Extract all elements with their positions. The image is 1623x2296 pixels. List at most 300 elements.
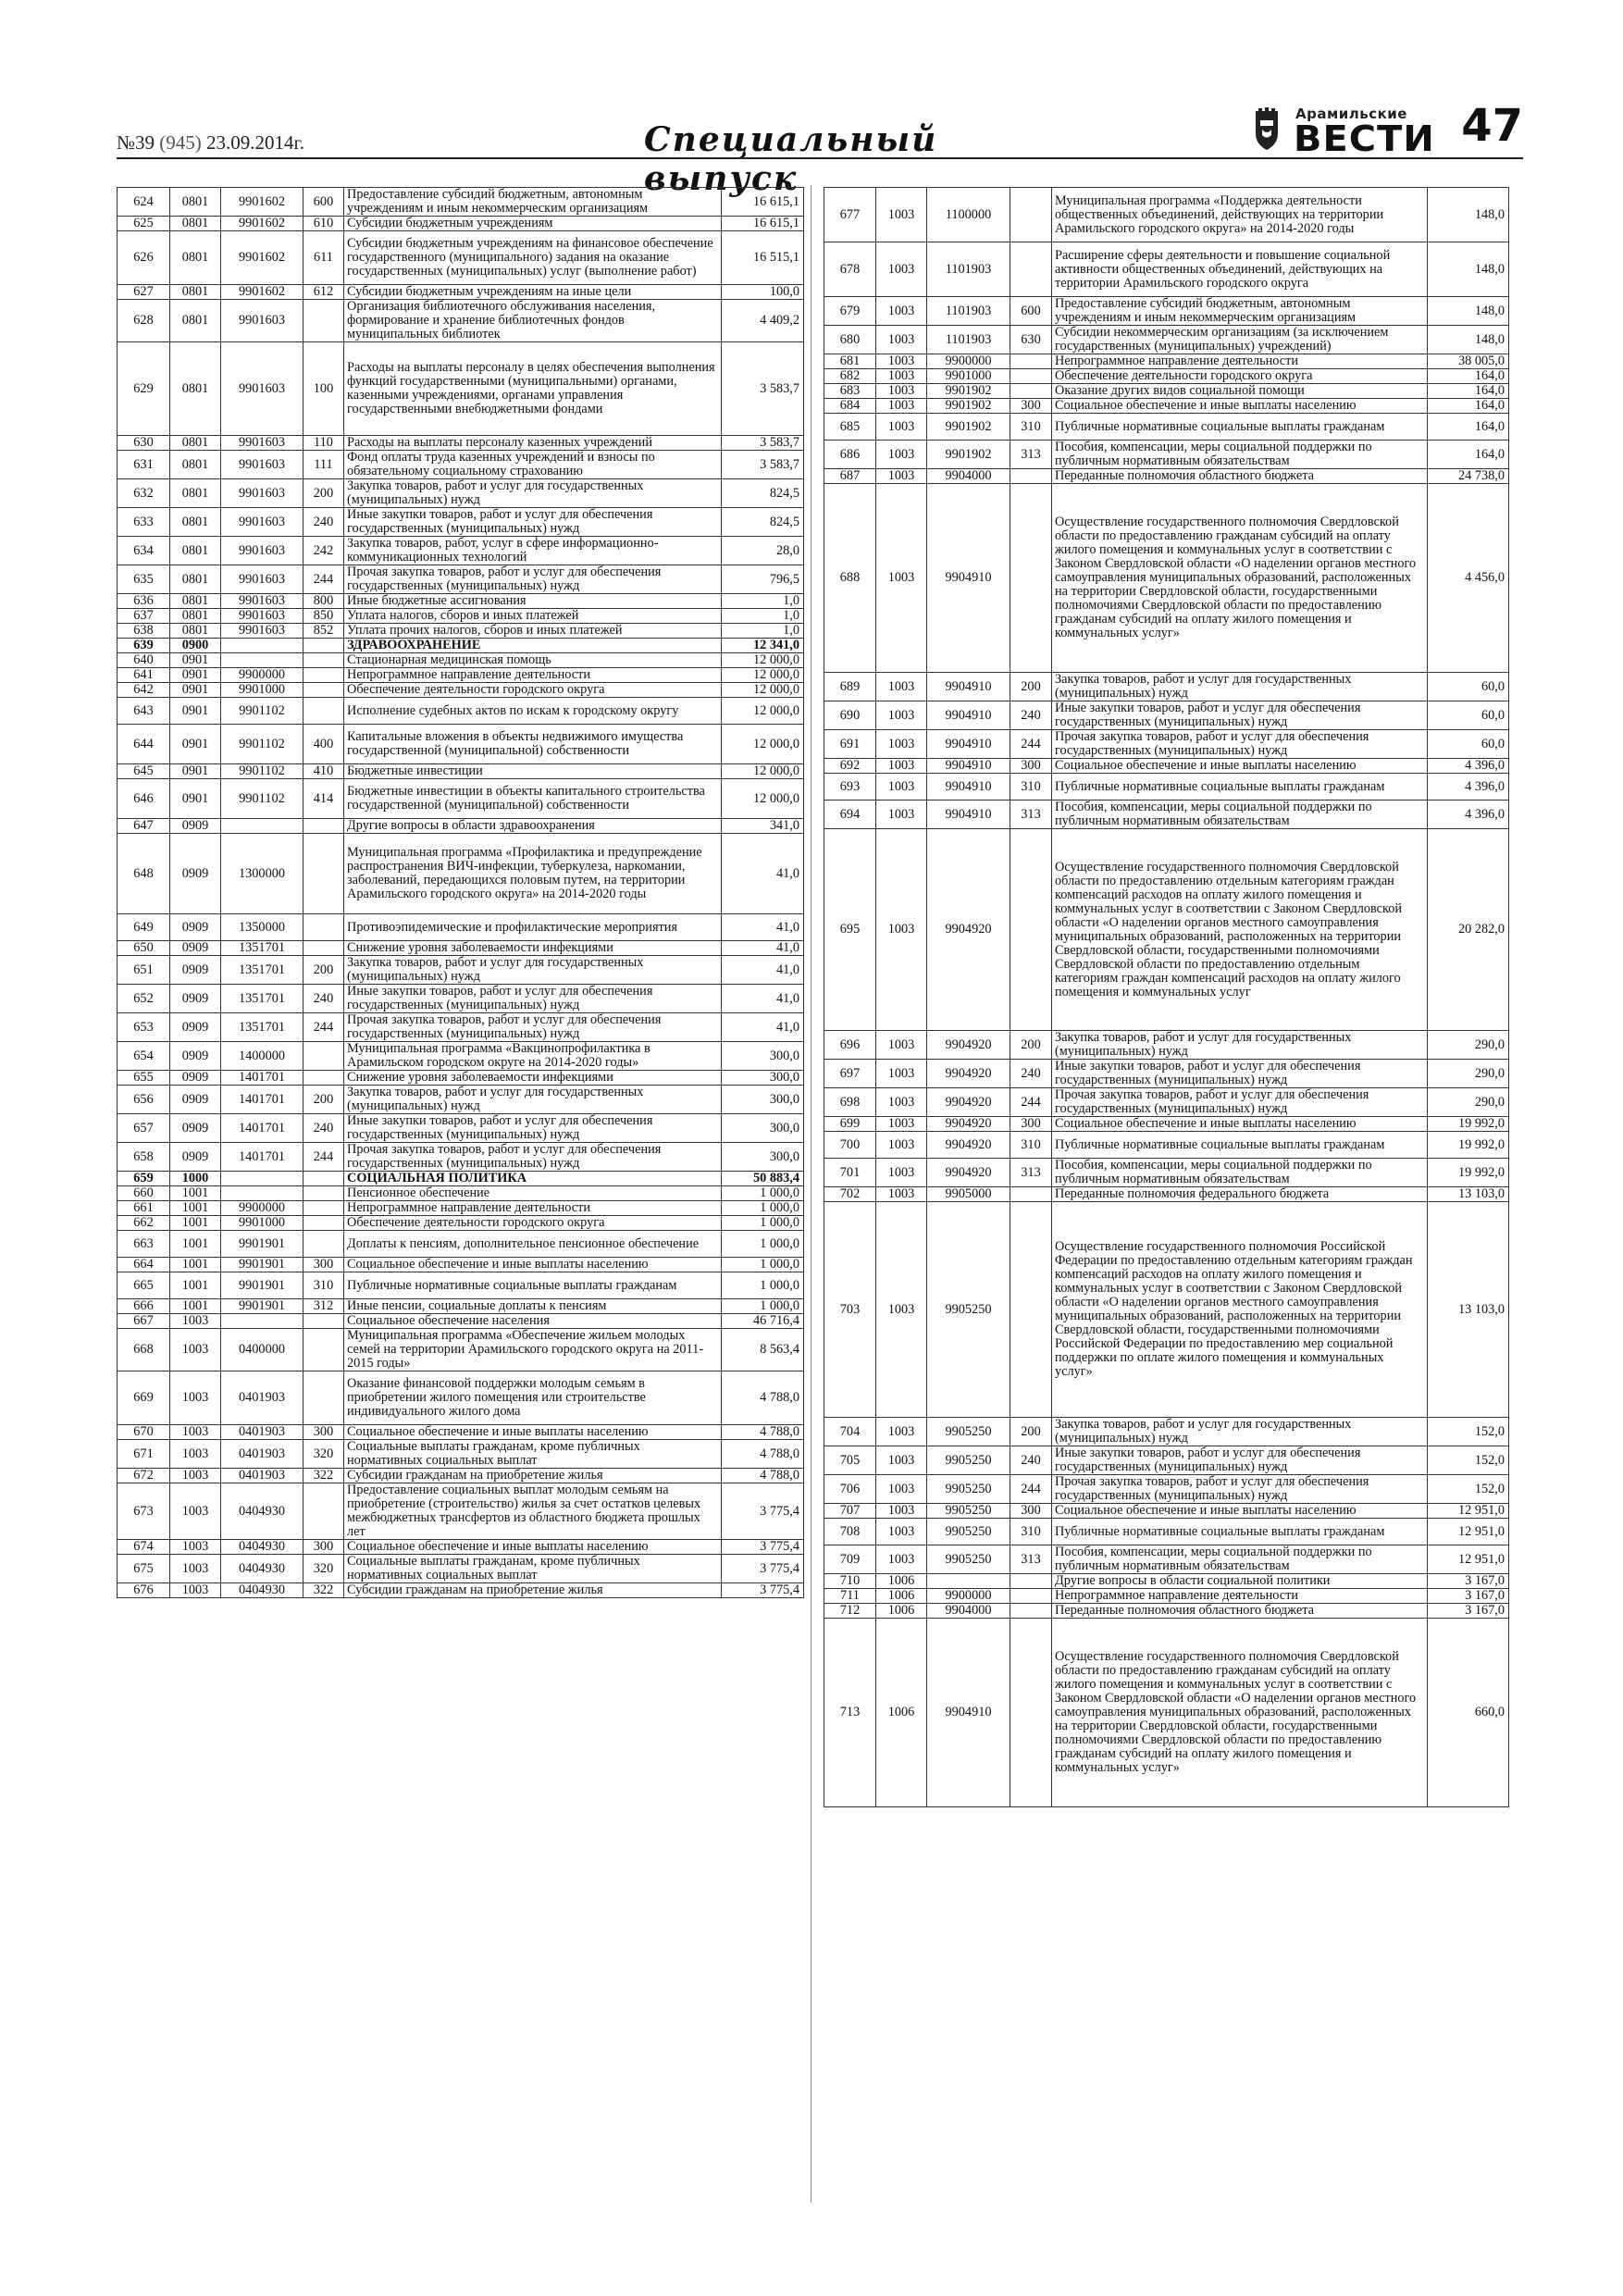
row-number: 659 — [118, 1172, 170, 1186]
table-row — [824, 730, 1509, 759]
expense-type-code — [1010, 1202, 1052, 1418]
expense-type-code — [304, 653, 344, 668]
row-number: 652 — [118, 985, 170, 1013]
table-row — [118, 1086, 804, 1114]
table-row — [824, 1132, 1509, 1159]
amount: 148,0 — [1428, 326, 1509, 354]
target-article-code: 9904920 — [927, 1088, 1010, 1117]
target-article-code: 9904910 — [927, 730, 1010, 759]
table-row — [824, 1589, 1509, 1604]
expense-type-code: 414 — [304, 779, 344, 819]
table-row — [118, 1425, 804, 1440]
table-row — [824, 774, 1509, 800]
section-code: 1003 — [876, 1060, 927, 1088]
expense-type-code: 310 — [304, 1272, 344, 1299]
table-row — [824, 829, 1509, 1031]
target-article-code: 9900000 — [221, 668, 304, 683]
row-number: 686 — [824, 441, 876, 469]
expense-description: Снижение уровня заболеваемости инфекциями — [344, 1071, 722, 1086]
table-row — [824, 484, 1509, 673]
expense-type-code: 612 — [304, 285, 344, 300]
target-article-code: 9901603 — [221, 342, 304, 436]
section-code: 1003 — [876, 774, 927, 800]
target-article-code: 9901603 — [221, 609, 304, 624]
amount: 4 409,2 — [722, 300, 804, 342]
expense-type-code: 200 — [1010, 673, 1052, 701]
section-code: 1001 — [170, 1216, 221, 1231]
table-row — [118, 1114, 804, 1143]
expense-type-code: 200 — [304, 956, 344, 985]
expense-description: Муниципальная программа «Поддержка деятельности общественных объединений, действующих на территории Арамильского городского округа» на 2014-2020 годы — [1052, 188, 1428, 242]
row-number: 702 — [824, 1187, 876, 1202]
row-number: 679 — [824, 297, 876, 326]
row-number: 653 — [118, 1013, 170, 1042]
row-number: 654 — [118, 1042, 170, 1071]
section-code: 0909 — [170, 985, 221, 1013]
expense-type-code — [304, 300, 344, 342]
row-number: 633 — [118, 508, 170, 537]
expense-type-code — [1010, 829, 1052, 1031]
table-row — [824, 242, 1509, 297]
target-article-code — [221, 819, 304, 834]
expense-type-code: 630 — [1010, 326, 1052, 354]
budget-table-left — [117, 187, 804, 1598]
target-article-code: 0404930 — [221, 1540, 304, 1555]
amount: 164,0 — [1428, 441, 1509, 469]
logo-title: ВЕСТИ — [1294, 118, 1435, 159]
table-row — [824, 297, 1509, 326]
row-number: 707 — [824, 1504, 876, 1519]
target-article-code: 1401701 — [221, 1086, 304, 1114]
section-code: 0909 — [170, 1143, 221, 1172]
amount: 3 583,7 — [722, 342, 804, 436]
row-number: 687 — [824, 469, 876, 484]
amount: 3 167,0 — [1428, 1574, 1509, 1589]
table-row — [118, 1440, 804, 1469]
expense-description: Стационарная медицинская помощь — [344, 653, 722, 668]
expense-description: Пособия, компенсации, меры социальной поддержки по публичным нормативным обязательствам — [1052, 1545, 1428, 1574]
expense-description: Капитальные вложения в объекты недвижимого имущества государственной (муниципальной) собственности — [344, 725, 722, 764]
section-code: 0900 — [170, 639, 221, 653]
expense-description: Осуществление государственного полномочия Свердловской области по предоставлению гражданам субсидий на оплату жилого помещения и коммунальных услуг в соответствии с Законом Свердловской области «О наделении органов местного самоуправления муниципальных образований, расположенных на территории Свердловской области, государственными полномочиями Свердловской области по предоставлению гражданам субсидий на оплату жилого помещения и коммунальных услуг» — [1052, 1619, 1428, 1807]
target-article-code: 9905250 — [927, 1418, 1010, 1446]
section-code: 0909 — [170, 1114, 221, 1143]
target-article-code: 1351701 — [221, 985, 304, 1013]
target-article-code: 9904920 — [927, 1117, 1010, 1132]
target-article-code: 9901602 — [221, 285, 304, 300]
expense-description: Публичные нормативные социальные выплаты гражданам — [1052, 1132, 1428, 1159]
target-article-code: 1100000 — [927, 188, 1010, 242]
amount: 4 788,0 — [722, 1371, 804, 1425]
table-row — [118, 941, 804, 956]
target-article-code: 9901603 — [221, 436, 304, 451]
table-row — [824, 1202, 1509, 1418]
target-article-code: 1401701 — [221, 1114, 304, 1143]
row-number: 663 — [118, 1231, 170, 1258]
section-code: 1003 — [876, 469, 927, 484]
expense-description: Предоставление социальных выплат молодым семьям на приобретение (строительство) жилья за счет остатков целевых межбюджетных трансфертов из областного бюджета прошлых лет — [344, 1483, 722, 1540]
table-row — [118, 1042, 804, 1071]
amount: 341,0 — [722, 819, 804, 834]
amount: 16 615,1 — [722, 217, 804, 231]
row-number: 664 — [118, 1258, 170, 1272]
target-article-code: 0401903 — [221, 1425, 304, 1440]
amount: 20 282,0 — [1428, 829, 1509, 1031]
row-number: 690 — [824, 701, 876, 730]
amount: 164,0 — [1428, 384, 1509, 399]
target-article-code: 9901000 — [927, 369, 1010, 384]
expense-description: Переданные полномочия федерального бюджета — [1052, 1187, 1428, 1202]
expense-type-code: 320 — [304, 1555, 344, 1583]
expense-description: Иные закупки товаров, работ и услуг для обеспечения государственных (муниципальных) нужд — [344, 508, 722, 537]
amount: 300,0 — [722, 1143, 804, 1172]
table-row — [118, 451, 804, 479]
section-code: 1003 — [876, 1117, 927, 1132]
section-code: 1003 — [876, 1159, 927, 1187]
expense-type-code: 300 — [304, 1540, 344, 1555]
row-number: 671 — [118, 1440, 170, 1469]
table-row — [118, 594, 804, 609]
row-number: 694 — [824, 800, 876, 829]
row-number: 712 — [824, 1604, 876, 1619]
table-row — [118, 188, 804, 217]
expense-type-code — [304, 1186, 344, 1201]
section-code: 1003 — [170, 1425, 221, 1440]
expense-description: Другие вопросы в области здравоохранения — [344, 819, 722, 834]
expense-type-code — [304, 1314, 344, 1329]
section-code: 1003 — [876, 1031, 927, 1060]
budget-table-left-body — [118, 188, 804, 1598]
expense-type-code: 310 — [1010, 1519, 1052, 1545]
expense-type-code: 244 — [304, 1013, 344, 1042]
amount: 3 167,0 — [1428, 1604, 1509, 1619]
expense-description: Непрограммное направление деятельности — [1052, 1589, 1428, 1604]
target-article-code: 0404930 — [221, 1555, 304, 1583]
expense-type-code: 600 — [304, 188, 344, 217]
section-code: 0909 — [170, 956, 221, 985]
target-article-code: 1350000 — [221, 914, 304, 941]
expense-type-code: 300 — [304, 1425, 344, 1440]
table-row — [118, 624, 804, 639]
row-number: 632 — [118, 479, 170, 508]
expense-description: Социальное обеспечение и иные выплаты населению — [344, 1425, 722, 1440]
expense-description: Социальное обеспечение и иные выплаты населению — [1052, 759, 1428, 774]
table-row — [118, 725, 804, 764]
row-number: 656 — [118, 1086, 170, 1114]
target-article-code: 1101903 — [927, 297, 1010, 326]
amount: 4 396,0 — [1428, 774, 1509, 800]
row-number: 668 — [118, 1329, 170, 1371]
target-article-code: 9901603 — [221, 537, 304, 565]
table-row — [824, 1088, 1509, 1117]
table-row — [118, 1299, 804, 1314]
table-row — [118, 1314, 804, 1329]
expense-type-code: 313 — [1010, 1159, 1052, 1187]
row-number: 645 — [118, 764, 170, 779]
amount: 12 000,0 — [722, 764, 804, 779]
row-number: 646 — [118, 779, 170, 819]
target-article-code: 0401903 — [221, 1440, 304, 1469]
expense-type-code: 240 — [304, 985, 344, 1013]
target-article-code: 9904910 — [927, 800, 1010, 829]
expense-description: Публичные нормативные социальные выплаты гражданам — [1052, 414, 1428, 441]
target-article-code: 1300000 — [221, 834, 304, 914]
column-divider — [811, 185, 812, 2203]
expense-type-code — [304, 698, 344, 725]
row-number: 704 — [824, 1418, 876, 1446]
amount: 41,0 — [722, 914, 804, 941]
section-code: 1003 — [876, 829, 927, 1031]
section-code: 1003 — [876, 414, 927, 441]
row-number: 658 — [118, 1143, 170, 1172]
expense-description: Иные закупки товаров, работ и услуг для обеспечения государственных (муниципальных) нужд — [1052, 701, 1428, 730]
section-code: 0801 — [170, 231, 221, 285]
table-row — [118, 217, 804, 231]
row-number: 643 — [118, 698, 170, 725]
row-number: 642 — [118, 683, 170, 698]
expense-description: Уплата налогов, сборов и иных платежей — [344, 609, 722, 624]
budget-table-right-body — [824, 188, 1509, 1807]
target-article-code: 9900000 — [221, 1201, 304, 1216]
amount: 1 000,0 — [722, 1258, 804, 1272]
table-row — [118, 1231, 804, 1258]
target-article-code: 9905250 — [927, 1446, 1010, 1475]
amount: 41,0 — [722, 956, 804, 985]
expense-type-code: 310 — [1010, 774, 1052, 800]
expense-description: Переданные полномочия областного бюджета — [1052, 469, 1428, 484]
section-code: 0901 — [170, 653, 221, 668]
expense-description: Субсидии некоммерческим организациям (за исключением государственных (муниципальных) учреждений) — [1052, 326, 1428, 354]
table-row — [118, 1143, 804, 1172]
section-code: 1003 — [170, 1440, 221, 1469]
expense-type-code: 300 — [1010, 1504, 1052, 1519]
amount: 1,0 — [722, 609, 804, 624]
expense-type-code: 300 — [1010, 759, 1052, 774]
table-row — [118, 834, 804, 914]
row-number: 638 — [118, 624, 170, 639]
expense-description: Пенсионное обеспечение — [344, 1186, 722, 1201]
expense-description: Публичные нормативные социальные выплаты гражданам — [1052, 774, 1428, 800]
expense-description: Субсидии бюджетным учреждениям на иные цели — [344, 285, 722, 300]
table-row — [118, 668, 804, 683]
expense-description: Муниципальная программа «Вакцинопрофилактика в Арамильском городском округе на 2014-2020 годы» — [344, 1042, 722, 1071]
table-row — [824, 1187, 1509, 1202]
target-article-code: 9901901 — [221, 1258, 304, 1272]
table-row — [118, 1201, 804, 1216]
row-number: 630 — [118, 436, 170, 451]
table-row — [118, 1329, 804, 1371]
row-number: 673 — [118, 1483, 170, 1540]
row-number: 634 — [118, 537, 170, 565]
expense-description: Фонд оплаты труда казенных учреждений и взносы по обязательному социальному страхованию — [344, 451, 722, 479]
section-code: 0801 — [170, 342, 221, 436]
expense-type-code: 320 — [304, 1440, 344, 1469]
table-row — [824, 1604, 1509, 1619]
expense-type-code — [1010, 1589, 1052, 1604]
section-code: 0801 — [170, 217, 221, 231]
amount: 50 883,4 — [722, 1172, 804, 1186]
expense-description: Оказание финансовой поддержки молодым семьям в приобретении жилого помещения или строительстве индивидуального жилого дома — [344, 1371, 722, 1425]
row-number: 684 — [824, 399, 876, 414]
amount: 1 000,0 — [722, 1186, 804, 1201]
row-number: 639 — [118, 639, 170, 653]
table-row — [118, 300, 804, 342]
header-rule — [117, 157, 1523, 159]
amount: 290,0 — [1428, 1060, 1509, 1088]
section-code: 1003 — [170, 1583, 221, 1598]
expense-description: Социальное обеспечение и иные выплаты населению — [1052, 399, 1428, 414]
row-number: 713 — [824, 1619, 876, 1807]
table-row — [118, 819, 804, 834]
target-article-code: 9904920 — [927, 1132, 1010, 1159]
expense-type-code — [304, 1042, 344, 1071]
expense-description: Социальное обеспечение и иные выплаты населению — [344, 1258, 722, 1272]
amount: 12 951,0 — [1428, 1545, 1509, 1574]
row-number: 670 — [118, 1425, 170, 1440]
row-number: 709 — [824, 1545, 876, 1574]
target-article-code: 9901902 — [927, 414, 1010, 441]
table-row — [118, 508, 804, 537]
expense-description: Социальное обеспечение и иные выплаты населению — [1052, 1117, 1428, 1132]
expense-description: Иные бюджетные ассигнования — [344, 594, 722, 609]
expense-type-code: 240 — [304, 1114, 344, 1143]
target-article-code — [221, 1314, 304, 1329]
section-code: 1003 — [876, 800, 927, 829]
amount: 824,5 — [722, 508, 804, 537]
expense-type-code: 322 — [304, 1583, 344, 1598]
expense-type-code: 322 — [304, 1469, 344, 1483]
section-code: 0801 — [170, 594, 221, 609]
expense-description: Осуществление государственного полномочия Свердловской области по предоставлению отдельным категориям граждан компенсаций расходов на оплату жилого помещения и коммунальных услуг в соответствии с Законом Свердловской области «О наделении органов местного самоуправления муниципальных образований, расположенных на территории Свердловской области, государственными полномочиями Свердловской области по предоставлению отдельным категориям граждан компенсаций расходов на оплату жилого помещения и коммунальных услуг — [1052, 829, 1428, 1031]
section-code: 1003 — [876, 484, 927, 673]
target-article-code: 9901603 — [221, 479, 304, 508]
expense-description: Субсидии гражданам на приобретение жилья — [344, 1583, 722, 1598]
section-code: 1003 — [876, 242, 927, 297]
expense-description: Иные закупки товаров, работ и услуг для обеспечения государственных (муниципальных) нужд — [1052, 1060, 1428, 1088]
expense-type-code: 240 — [1010, 1446, 1052, 1475]
row-number: 635 — [118, 565, 170, 594]
target-article-code: 9904910 — [927, 701, 1010, 730]
section-code: 0901 — [170, 668, 221, 683]
section-code: 1003 — [170, 1371, 221, 1425]
expense-description: Муниципальная программа «Обеспечение жильем молодых семей на территории Арамильского городского округа на 2011-2015 годы» — [344, 1329, 722, 1371]
table-row — [118, 1540, 804, 1555]
section-code: 0801 — [170, 565, 221, 594]
amount: 3 775,4 — [722, 1483, 804, 1540]
expense-description: Осуществление государственного полномочия Свердловской области по предоставлению гражданам субсидий на оплату жилого помещения и коммунальных услуг в соответствии с Законом Свердловской области «О наделении органов местного самоуправления муниципальных образований, расположенных на территории Свердловской области, государственными полномочиями Свердловской области по предоставлению гражданам субсидий на оплату жилого помещения и коммунальных услуг» — [1052, 484, 1428, 673]
row-number: 649 — [118, 914, 170, 941]
expense-description: Прочая закупка товаров, работ и услуг для обеспечения государственных (муниципальных) нужд — [344, 1143, 722, 1172]
section-code: 1003 — [876, 730, 927, 759]
expense-description: Противоэпидемические и профилактические мероприятия — [344, 914, 722, 941]
row-number: 629 — [118, 342, 170, 436]
table-row — [824, 800, 1509, 829]
row-number: 655 — [118, 1071, 170, 1086]
expense-type-code — [304, 1231, 344, 1258]
row-number: 647 — [118, 819, 170, 834]
row-number: 660 — [118, 1186, 170, 1201]
expense-type-code — [304, 639, 344, 653]
section-code: 0901 — [170, 779, 221, 819]
target-article-code: 9905250 — [927, 1504, 1010, 1519]
target-article-code: 9904910 — [927, 759, 1010, 774]
table-row — [824, 759, 1509, 774]
logo-subtitle: Арамильские — [1295, 105, 1407, 122]
amount: 4 788,0 — [722, 1469, 804, 1483]
target-article-code: 9904920 — [927, 829, 1010, 1031]
expense-type-code: 313 — [1010, 800, 1052, 829]
amount: 41,0 — [722, 1013, 804, 1042]
section-code: 1003 — [876, 1418, 927, 1446]
expense-type-code: 611 — [304, 231, 344, 285]
section-code: 1001 — [170, 1186, 221, 1201]
amount: 300,0 — [722, 1114, 804, 1143]
section-code: 0801 — [170, 537, 221, 565]
expense-type-code: 244 — [304, 1143, 344, 1172]
expense-type-code: 410 — [304, 764, 344, 779]
row-number: 627 — [118, 285, 170, 300]
target-article-code: 9901000 — [221, 1216, 304, 1231]
expense-description: Иные закупки товаров, работ и услуг для обеспечения государственных (муниципальных) нужд — [344, 985, 722, 1013]
expense-description: Закупка товаров, работ и услуг для государственных (муниципальных) нужд — [344, 956, 722, 985]
target-article-code: 9901102 — [221, 779, 304, 819]
expense-description: Прочая закупка товаров, работ и услуг для обеспечения государственных (муниципальных) нужд — [1052, 1088, 1428, 1117]
expense-description: Снижение уровня заболеваемости инфекциями — [344, 941, 722, 956]
row-number: 688 — [824, 484, 876, 673]
expense-type-code: 100 — [304, 342, 344, 436]
target-article-code: 0400000 — [221, 1329, 304, 1371]
table-row — [118, 1216, 804, 1231]
expense-description: Субсидии бюджетным учреждениям на финансовое обеспечение государственного (муниципального) задания на оказание государственных (муниципальных) услуг (выполнение работ) — [344, 231, 722, 285]
target-article-code: 9901902 — [927, 399, 1010, 414]
table-row — [824, 441, 1509, 469]
expense-description: Переданные полномочия областного бюджета — [1052, 1604, 1428, 1619]
target-article-code: 9904910 — [927, 673, 1010, 701]
target-article-code: 9904920 — [927, 1031, 1010, 1060]
amount: 41,0 — [722, 985, 804, 1013]
expense-type-code — [304, 914, 344, 941]
expense-description: Другие вопросы в области социальной политики — [1052, 1574, 1428, 1589]
expense-type-code: 240 — [1010, 701, 1052, 730]
target-article-code: 9901603 — [221, 451, 304, 479]
table-row — [824, 673, 1509, 701]
row-number: 637 — [118, 609, 170, 624]
expense-description: Социальные выплаты гражданам, кроме публичных нормативных социальных выплат — [344, 1555, 722, 1583]
expense-description: Обеспечение деятельности городского округа — [344, 683, 722, 698]
amount: 60,0 — [1428, 673, 1509, 701]
expense-description: ЗДРАВООХРАНЕНИЕ — [344, 639, 722, 653]
section-code: 0801 — [170, 479, 221, 508]
amount: 1 000,0 — [722, 1201, 804, 1216]
expense-description: Пособия, компенсации, меры социальной поддержки по публичным нормативным обязательствам — [1052, 1159, 1428, 1187]
amount: 152,0 — [1428, 1446, 1509, 1475]
section-code: 1003 — [170, 1483, 221, 1540]
table-row — [118, 1371, 804, 1425]
section-code: 0909 — [170, 1013, 221, 1042]
target-article-code: 9901000 — [221, 683, 304, 698]
expense-type-code: 310 — [1010, 414, 1052, 441]
issue-total-number: (945) — [159, 131, 202, 154]
target-article-code: 9904920 — [927, 1060, 1010, 1088]
amount: 660,0 — [1428, 1619, 1509, 1807]
section-code: 0801 — [170, 300, 221, 342]
target-article-code: 9901603 — [221, 594, 304, 609]
section-code: 0909 — [170, 834, 221, 914]
row-number: 711 — [824, 1589, 876, 1604]
section-code: 1003 — [876, 1088, 927, 1117]
row-number: 674 — [118, 1540, 170, 1555]
expense-description: Прочая закупка товаров, работ и услуг для обеспечения государственных (муниципальных) нужд — [344, 1013, 722, 1042]
